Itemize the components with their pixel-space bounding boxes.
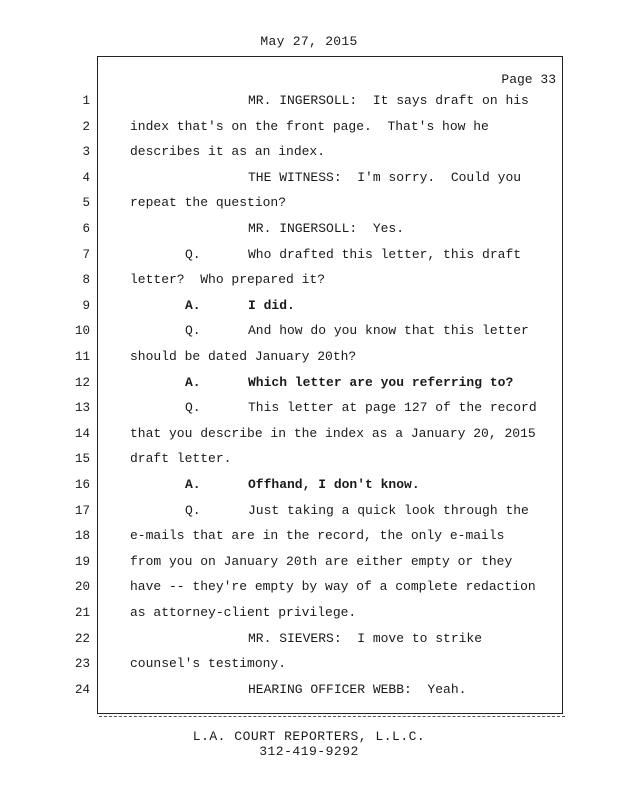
header-date: May 27, 2015	[260, 34, 358, 49]
line-text: A.	[185, 374, 201, 390]
line-number: 9	[82, 298, 90, 313]
line-number: 10	[74, 324, 90, 339]
line-text: THE WITNESS: I'm sorry. Could you	[248, 169, 522, 185]
line-number: 21	[74, 606, 90, 620]
line-text: have -- they're empty by way of a complete redaction	[130, 579, 536, 595]
line-text: draft letter.	[130, 451, 232, 467]
line-text: describes it as an index.	[130, 144, 326, 160]
line-text: should be dated January 20th?	[130, 349, 357, 364]
line-number: 16	[74, 478, 90, 492]
line-text: Who drafted this letter, this draft	[248, 246, 522, 262]
line-text: Q.	[185, 323, 201, 339]
line-number: 1	[82, 94, 90, 108]
line-text: Offhand, I don't know.	[248, 477, 420, 492]
line-number: 13	[74, 401, 90, 416]
line-text: Q.	[185, 400, 201, 416]
line-number: 4	[82, 170, 90, 185]
line-text: index that's on the front page. That's how he	[130, 118, 489, 134]
line-number: 6	[82, 222, 90, 236]
line-number: 18	[74, 529, 90, 544]
line-text: that you describe in the index as a January 20, 2015	[130, 425, 536, 441]
line-number: 11	[74, 350, 90, 364]
line-number: 17	[74, 503, 90, 518]
line-number: 20	[74, 580, 90, 595]
line-number: 2	[82, 119, 90, 134]
line-text: counsel's testimony.	[130, 656, 287, 672]
line-text: I did.	[248, 297, 295, 313]
line-text: e-mails that are in the record, the only e-mails	[130, 528, 505, 544]
line-number: 14	[74, 426, 90, 441]
line-text: MR. SIEVERS: I move to strike	[248, 630, 483, 646]
line-text: A.	[185, 477, 201, 492]
line-text: Q.	[185, 246, 201, 262]
footer	[0, 729, 618, 759]
footer-phone: 312-419-9292	[259, 744, 359, 759]
line-text: Just taking a quick look through the	[248, 502, 529, 518]
line-text: And how do you know that this letter	[248, 323, 529, 339]
line-number: 15	[74, 452, 90, 467]
line-text: Q.	[185, 502, 201, 518]
line-text: letter? Who prepared it?	[130, 272, 326, 288]
line-text: Which letter are you referring to?	[248, 374, 514, 390]
frame-bottom-shadow	[99, 716, 565, 720]
line-number: 12	[74, 375, 90, 390]
line-text: This letter at page 127 of the record	[248, 400, 537, 416]
line-number: 7	[82, 247, 90, 262]
line-number: 5	[82, 196, 90, 211]
line-number: 8	[82, 273, 90, 288]
line-text: from you on January 20th are either empty or they	[130, 553, 513, 569]
line-number: 22	[74, 631, 90, 646]
line-text: A.	[185, 297, 201, 313]
line-number: 24	[74, 682, 90, 697]
line-number: 3	[82, 145, 90, 160]
line-text: MR. INGERSOLL: Yes.	[248, 221, 405, 236]
page-number: Page 33	[501, 72, 556, 87]
line-number: 23	[74, 657, 90, 672]
line-text: repeat the question?	[130, 195, 287, 211]
line-number: 19	[74, 554, 90, 569]
footer-company: L.A. COURT REPORTERS, L.L.C.	[192, 729, 426, 744]
line-text: HEARING OFFICER WEBB: Yeah.	[248, 681, 467, 697]
line-text: MR. INGERSOLL: It says draft on his	[248, 93, 529, 108]
line-text: as attorney-client privilege.	[130, 605, 357, 620]
